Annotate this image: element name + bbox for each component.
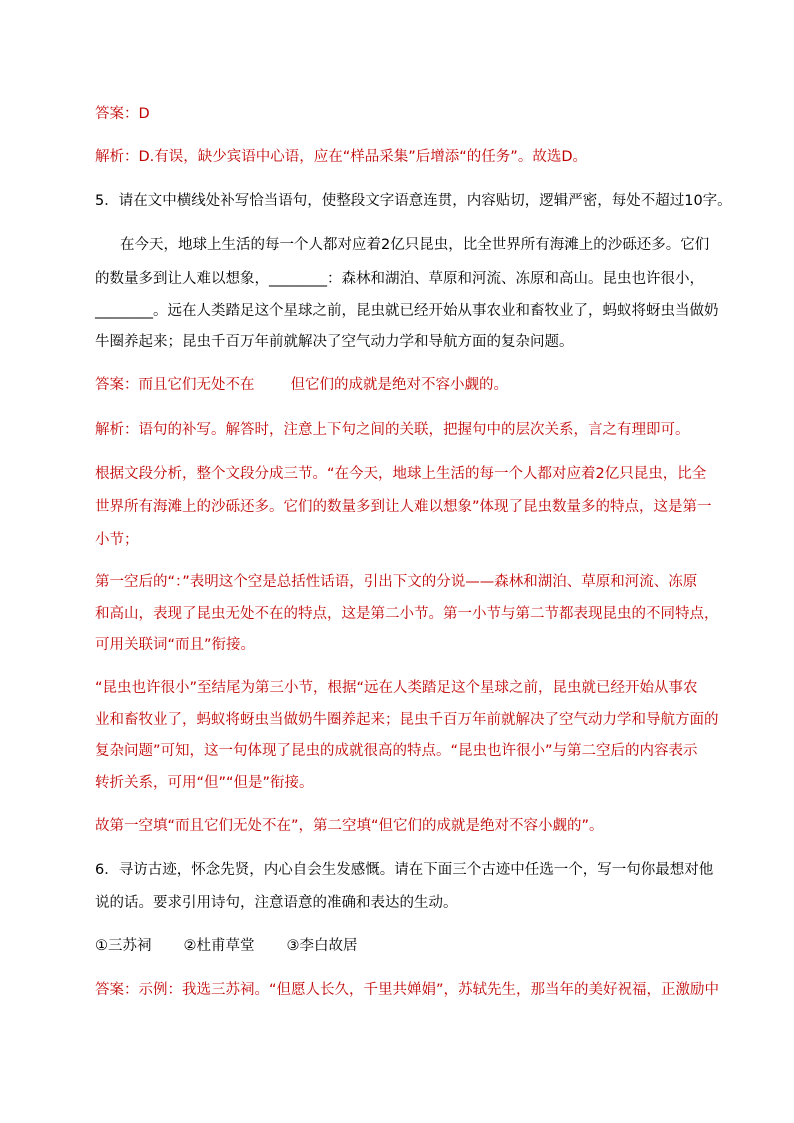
q5-passage-line-3: ________。远在人类踏足这个星球之前，昆虫就已经开始从事农业和畜牧业了，蚂蚁将蚜虫当做奶 xyxy=(95,303,719,319)
q6-option-3: ③李白故居 xyxy=(286,938,358,954)
q5-para1-line-3: 小节； xyxy=(95,532,139,548)
q6-option-1: ①三苏祠 xyxy=(95,938,152,954)
q5-para3-line-3: 复杂问题”可知，这一句体现了昆虫的成就很高的特点。“昆虫也许很小”与第二空后的内容表示 xyxy=(95,743,698,759)
q6-answer-rest: ，苏轼先生，那当年的美好祝福，正激励中 xyxy=(443,982,720,998)
q6-question-line-2: 说的话。要求引用诗句，注意语意的准确和表达的生动。 xyxy=(95,895,458,911)
q5-para2-line-3: 可用关联词“而且”衔接。 xyxy=(95,637,256,653)
q4-answer: 答案：D xyxy=(95,106,150,122)
q5-answer-part2: 但它们的成就是绝对不容小觑的。 xyxy=(290,377,508,393)
q5-para1-line-1: 根据文段分析，整个文段分成三节。“在今天，地球上生活的每一个人都对应着2亿只昆虫，比全 xyxy=(95,466,707,482)
q6-options xyxy=(95,938,705,954)
q5-para3-line-4: 转折关系，可用“但”“但是”衔接。 xyxy=(95,775,314,791)
q5-conclusion: 故第一空填“而且它们无处不在”，第二空填“但它们的成就是绝对不容小觑的”。 xyxy=(95,818,604,834)
q5-answer-label: 答案： xyxy=(95,377,139,393)
q5-answer xyxy=(95,377,705,393)
q5-passage-line-1: 在今天，地球上生活的每一个人都对应着2亿只昆虫，比全世界所有海滩上的沙砾还多。它们 xyxy=(120,237,710,253)
q5-para2-line-2: 和高山，表现了昆虫无处不在的特点，这是第二小节。第一小节与第二节都表现昆虫的不同特点， xyxy=(95,606,719,622)
q5-para2-line-1: 第一空后的“：”表明这个空是总括性话语，引出下文的分说——森林和湖泊、草原和河流、冻原 xyxy=(95,574,698,590)
q6-question-line-1: 6．寻访古迹，怀念先贤，内心自会生发感慨。请在下面三个古迹中任选一个，写一句你最想对他 xyxy=(95,862,714,878)
q5-analysis: 解析：语句的补写。解答时，注意上下句之间的关联，把握句中的层次关系，言之有理即可。 xyxy=(95,422,690,438)
q6-answer xyxy=(95,982,720,998)
q5-para3-line-2: 业和畜牧业了，蚂蚁将蚜虫当做奶牛圈养起来；昆虫千百万年前就解决了空气动力学和导航方面的 xyxy=(95,712,719,728)
q6-answer-label: 答案：示例：我选三苏祠。 xyxy=(95,982,269,998)
q4-analysis: 解析：D.有误，缺少宾语中心语，应在“样品采集”后增添“的任务”。故选D。 xyxy=(95,149,587,165)
q6-option-2: ②杜甫草堂 xyxy=(183,938,255,954)
q5-answer-part1: 而且它们无处不在 xyxy=(138,377,255,393)
q5-passage-line-2: 的数量多到让人难以想象，________：森林和湖泊、草原和河流、冻原和高山。昆虫也许很小， xyxy=(95,271,704,287)
q6-answer-quote: “但愿人长久，千里共婵娟” xyxy=(269,982,444,998)
q5-passage-line-4: 牛圈养起来；昆虫千百万年前就解决了空气动力学和导航方面的复杂问题。 xyxy=(95,334,574,350)
q5-para1-line-2: 世界所有海滩上的沙砾还多。它们的数量多到让人难以想象”体现了昆虫数量多的特点，这是第一 xyxy=(95,499,712,515)
q5-para3-line-1: “昆虫也许很小”至结尾为第三小节，根据“远在人类踏足这个星球之前，昆虫就已经开始从事农 xyxy=(95,680,698,696)
q5-question: 5．请在文中横线处补写恰当语句，使整段文字语意连贯，内容贴切，逻辑严密，每处不超过10字。 xyxy=(95,193,732,209)
